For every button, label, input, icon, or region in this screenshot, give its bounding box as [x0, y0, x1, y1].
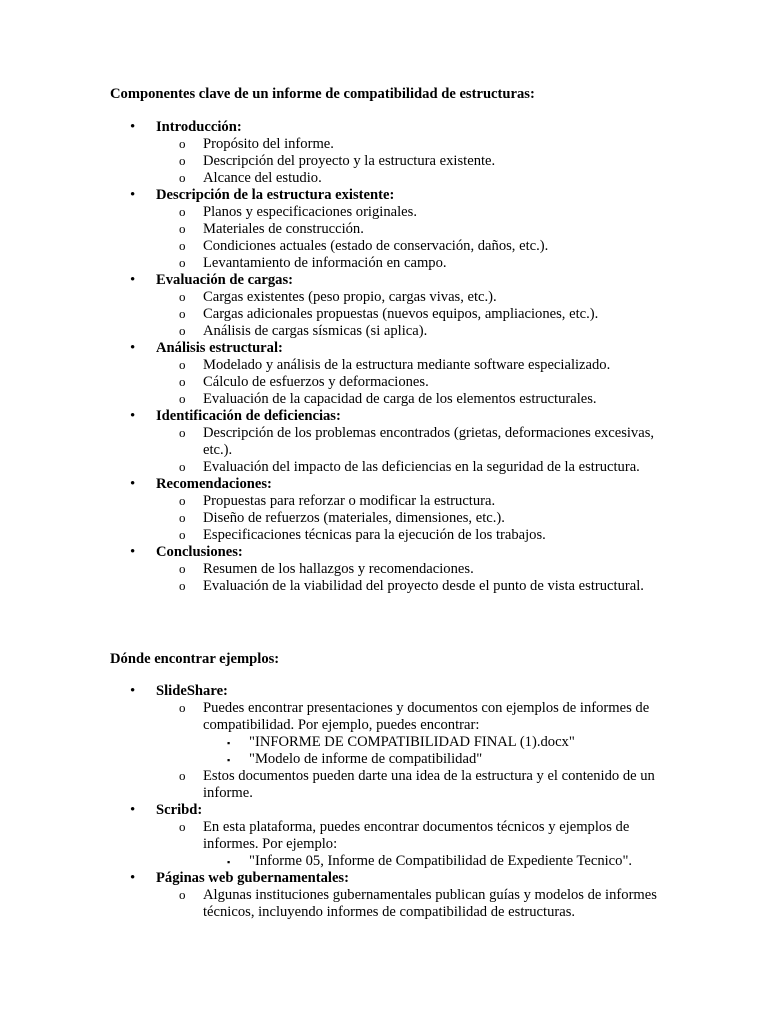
circle-bullet-icon: o — [179, 459, 186, 474]
sub-item: o Evaluación del impacto de las deficiencias en la seguridad de la estructura. — [179, 459, 640, 475]
sub-item: o Puedes encontrar presentaciones y documentos con ejemplos de informes de compatibilidad. Por ejemplo, puedes encontrar: — [179, 700, 650, 733]
sub-item: o Análisis de cargas sísmicas (si aplica). — [179, 323, 428, 339]
list-item: • Evaluación de cargas: — [130, 272, 294, 288]
circle-bullet-icon: o — [179, 323, 186, 338]
circle-bullet-icon: o — [179, 510, 186, 525]
sub-item: o Levantamiento de información en campo. — [179, 255, 447, 271]
sub-item: o Modelado y análisis de la estructura mediante software especializado. — [179, 357, 611, 373]
list-item: • Análisis estructural: — [130, 340, 283, 356]
circle-bullet-icon: o — [179, 527, 186, 542]
circle-bullet-icon: o — [179, 768, 186, 783]
circle-bullet-icon: o — [179, 887, 186, 902]
bullet-icon: • — [130, 408, 136, 424]
sub-item: o Especificaciones técnicas para la ejecución de los trabajos. — [179, 527, 546, 543]
circle-bullet-icon: o — [179, 819, 186, 834]
circle-bullet-icon: o — [179, 700, 186, 715]
section-heading-components: Componentes clave de un informe de compatibilidad de estructuras: — [110, 86, 535, 102]
example-item: ▪ "Modelo de informe de compatibilidad" — [227, 751, 483, 767]
circle-bullet-icon: o — [179, 170, 186, 185]
list-item: • Introducción: — [130, 119, 242, 135]
sub-item: o Evaluación de la capacidad de carga de los elementos estructurales. — [179, 391, 597, 407]
sub-item: o Descripción de los problemas encontrados (grietas, deformaciones excesivas, etc.). — [179, 425, 655, 458]
example-item: ▪ "Informe 05, Informe de Compatibilidad de Expediente Tecnico". — [227, 853, 633, 869]
circle-bullet-icon: o — [179, 374, 186, 389]
bullet-icon: • — [130, 119, 136, 135]
list-item: • SlideShare: — [130, 683, 228, 699]
bullet-icon: • — [130, 340, 136, 356]
circle-bullet-icon: o — [179, 425, 186, 440]
sub-item: o Resumen de los hallazgos y recomendaciones. — [179, 561, 474, 577]
circle-bullet-icon: o — [179, 204, 186, 219]
circle-bullet-icon: o — [179, 136, 186, 151]
square-bullet-icon: ▪ — [227, 738, 231, 748]
circle-bullet-icon: o — [179, 561, 186, 576]
circle-bullet-icon: o — [179, 306, 186, 321]
bullet-icon: • — [130, 476, 136, 492]
sub-item: o En esta plataforma, puedes encontrar documentos técnicos y ejemplos de informes. Por ejemplo: — [179, 819, 630, 852]
bullet-icon: • — [130, 802, 136, 818]
sub-item: o Propósito del informe. — [179, 136, 334, 152]
bullet-icon: • — [130, 187, 136, 203]
sub-item: o Materiales de construcción. — [179, 221, 364, 237]
circle-bullet-icon: o — [179, 391, 186, 406]
list-item: • Identificación de deficiencias: — [130, 408, 341, 424]
circle-bullet-icon: o — [179, 289, 186, 304]
sub-item: o Estos documentos pueden darte una idea de la estructura y el contenido de un informe. — [179, 768, 655, 801]
circle-bullet-icon: o — [179, 357, 186, 372]
circle-bullet-icon: o — [179, 578, 186, 593]
list-item: • Recomendaciones: — [130, 476, 272, 492]
bullet-icon: • — [130, 870, 136, 886]
square-bullet-icon: ▪ — [227, 755, 231, 765]
list-item: • Conclusiones: — [130, 544, 243, 560]
components-list — [0, 119, 768, 595]
sub-item: o Condiciones actuales (estado de conservación, daños, etc.). — [179, 238, 549, 254]
sub-item: o Cálculo de esfuerzos y deformaciones. — [179, 374, 429, 390]
sub-item: o Cargas adicionales propuestas (nuevos equipos, ampliaciones, etc.). — [179, 306, 599, 322]
example-item: ▪ "INFORME DE COMPATIBILIDAD FINAL (1).docx" — [227, 734, 575, 750]
sub-item: o Evaluación de la viabilidad del proyecto desde el punto de vista estructural. — [179, 578, 644, 594]
examples-list — [0, 683, 768, 921]
sub-item: o Diseño de refuerzos (materiales, dimensiones, etc.). — [179, 510, 505, 526]
circle-bullet-icon: o — [179, 221, 186, 236]
sub-item: o Descripción del proyecto y la estructura existente. — [179, 153, 496, 169]
circle-bullet-icon: o — [179, 153, 186, 168]
sub-item: o Alcance del estudio. — [179, 170, 322, 186]
sub-item: o Cargas existentes (peso propio, cargas vivas, etc.). — [179, 289, 497, 305]
bullet-icon: • — [130, 272, 136, 288]
circle-bullet-icon: o — [179, 238, 186, 253]
list-item: • Descripción de la estructura existente: — [130, 187, 395, 203]
circle-bullet-icon: o — [179, 493, 186, 508]
sub-item: o Planos y especificaciones originales. — [179, 204, 417, 220]
section-heading-examples: Dónde encontrar ejemplos: — [110, 651, 280, 667]
circle-bullet-icon: o — [179, 255, 186, 270]
sub-item: o Propuestas para reforzar o modificar la estructura. — [179, 493, 496, 509]
sub-item: o Algunas instituciones gubernamentales publican guías y modelos de informes técnicos, incluyendo informes de compatibilidad de estructuras. — [179, 887, 657, 920]
list-item: • Páginas web gubernamentales: — [130, 870, 349, 886]
bullet-icon: • — [130, 683, 136, 699]
bullet-icon: • — [130, 544, 136, 560]
square-bullet-icon: ▪ — [227, 857, 231, 867]
list-item: • Scribd: — [130, 802, 203, 818]
